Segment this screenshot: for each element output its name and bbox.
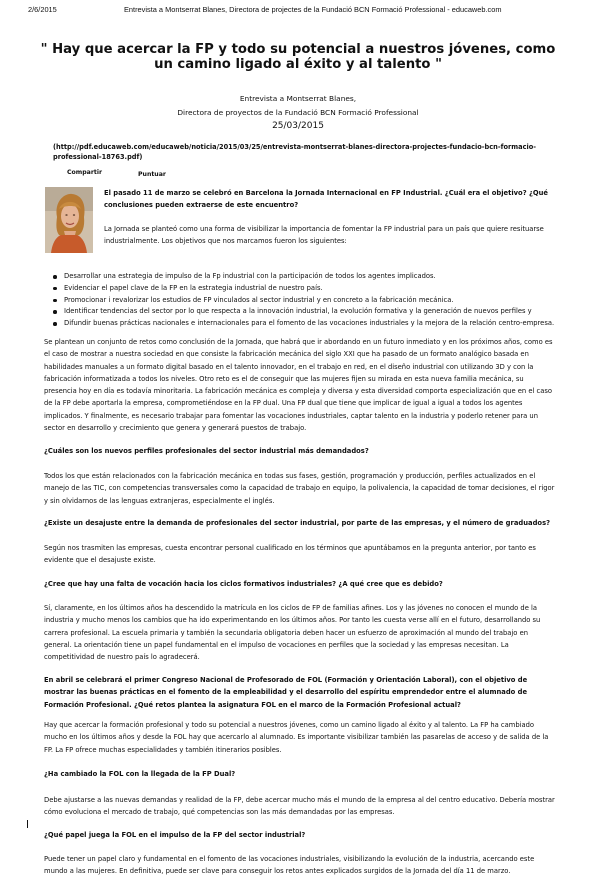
list-item: Promocionar i revalorizar los estudios de FP vinculados al sector industrial y en concreto a la fabricación mecánica. (52, 295, 562, 307)
print-date: 2/6/2015 (28, 5, 57, 14)
answer-2: Todos los que están relacionados con la fabricación mecánica en todas sus fases, gestión, programación y producción, perfiles actualizados en el manejo de las TIC, con competencias transversales como la capacidad de trabajo en equipo, la polivalencia, la capacidad de tomar decisiones, el rigor y sin olvidarnos de las lenguas extranjeras, especialmente el inglés. (44, 472, 555, 505)
answer-7: Puede tener un papel claro y fundamental en el fomento de las vocaciones industriales, visibilizando la evolución de la industria, acercando este mundo a las mujeres. En definitiva, puede ser clave para conseguir los retos antes explicados surgidos de la Jornada del día 11 de marzo. (44, 855, 535, 876)
print-page-title: Entrevista a Montserrat Blanes, Directora de projectes de la Fundació BCN Formació Professional - educaweb.com (124, 5, 502, 14)
article-headline: " Hay que acercar la FP y todo su potencial a nuestros jóvenes, como un camino ligado al éxito y al talento " (40, 42, 556, 72)
question-2: ¿Cuáles son los nuevos perfiles profesionales del sector industrial más demandados? (44, 447, 369, 455)
answer-5: Hay que acercar la formación profesional y todo su potencial a nuestros jóvenes, como un camino ligado al éxito y al talento. La FP ha cambiado mucho en los últimos años y desde la FOL hay que acercarlo al alumnado. Es importante visibilizar también las pasarelas de acceso y de salida de la FP. La FP ofrece muchas especialidades y también itinerarios posibles. (44, 721, 549, 754)
question-6: ¿Ha cambiado la FOL con la llegada de la FP Dual? (44, 770, 236, 778)
list-item: Desarrollar una estrategia de impulso de la Fp industrial con la participación de todos los agentes implicados. (52, 271, 562, 283)
list-item: Evidenciar el papel clave de la FP en la estrategia industrial de nuestro país. (52, 283, 562, 295)
answer-1: La Jornada se planteó como una forma de visibilizar la importancia de fomentar la FP industrial para un país que quiere resituarse industrialmente. Los objetivos que nos marcamos fueron los siguientes: (104, 225, 544, 246)
list-item: Identificar tendencias del sector por lo que respecta a la innovación industrial, la evolución formativa y la generación de nuevos perfiles y (52, 306, 562, 318)
text-cursor (27, 820, 28, 828)
interviewee-photo (45, 187, 93, 253)
question-3: ¿Existe un desajuste entre la demanda de profesionales del sector industrial, por parte de las empresas, y el número de graduados? (44, 519, 550, 527)
question-4: ¿Cree que hay una falta de vocación hacia los ciclos formativos industriales? ¿A qué cree que es debido? (44, 580, 443, 588)
question-1: El pasado 11 de marzo se celebró en Barcelona la Jornada Internacional en FP Industrial. ¿Cuál era el objetivo? ¿Qué conclusiones pueden extraerse de este encuentro? (104, 189, 548, 210)
question-5: En abril se celebrará el primer Congreso Nacional de Profesorado de FOL (Formación y Orientación Laboral), con el objetivo de mostrar las buenas prácticas en el fomento de la empleabilidad y el desarrollo del espíritu emprendedor entre el alumnado de Formación Profesional. ¿Qué retos plantea la asignatura FOL en el marco de la Formación Profesional actual? (44, 676, 528, 709)
answer-1-continued: Se plantean un conjunto de retos como conclusión de la Jornada, que habrá que ir abordando en un futuro inmediato y en los próximos años, como es el caso de mostrar a nuestra sociedad en que consiste la fabricación mecánica del siglo XXI que ha pasado de un formato analógico basada en habilidades manuales a un formato digital basado en el talento innovador, en el trabajo en red, en el diseño industrial con utilizando 3D y con la fabricación informatizada a todos los niveles. Otro reto es el de conseguir que las mujeres fijen su mirada en esta nueva familia mecánica, su presencia hoy en día es todavía minoritaria. La fabricación mecánica es compleja y diversa y esta diversidad comporta especialización que en el caso de la FP debe aportarla la empresa, comprometiéndose en la FP dual. Una FP dual que tiene que implicar de igual a igual a todos los agentes implicados. Y finalmente, es necesario trabajar para fomentar las vocaciones industriales, captar talento en la industria y poderlo retener para un sector en desarrollo y crecimiento que genera y generará puestos de trabajo. (44, 338, 553, 433)
article-date: 25/03/2015 (272, 121, 324, 131)
article-pdf-link[interactable]: (http://pdf.educaweb.com/educaweb/noticia/2015/03/25/entrevista-montserrat-blanes-directora-projectes-fundacio-bcn-formacio-professional-18763.pdf) (53, 143, 537, 161)
answer-4: Sí, claramente, en los últimos años ha descendido la matrícula en los ciclos de FP de familias afines. Los y las jóvenes no conocen el mundo de la industria y mucho menos los cambios que ha ido experimentando en los últimos años. Por tanto les cuesta verse allí en el futuro, desarrollando su carrera profesional. La escuela primaria y también la secundaria obligatoria deben hacer un esfuerzo de aproximación al mundo del trabajo en general. La orientación tiene un papel fundamental en el impulso de vocaciones en perfiles que la sociedad y las empresas necesitan. La competitividad de nuestro país lo agradecerá. (44, 604, 541, 662)
print-header (28, 5, 568, 17)
share-button[interactable]: Compartir (67, 169, 103, 176)
rate-button[interactable]: Puntuar (138, 171, 166, 178)
answer-6: Debe ajustarse a las nuevas demandas y realidad de la FP, debe acercar mucho más el mundo de la empresa al del centro educativo. Debería mostrar cómo evoluciona el mercado de trabajo, qué competencias son las más demandadas por las empresas. (44, 796, 555, 817)
list-item: Difundir buenas prácticas nacionales e internacionales para el fomento de las vocaciones industriales y la mejora de la relación centro-empresa. (52, 318, 562, 330)
objectives-list (52, 271, 562, 330)
answer-3: Según nos trasmiten las empresas, cuesta encontrar personal cualificado en los términos que apuntábamos en la pregunta anterior, por tanto es evidente que el desajuste existe. (44, 544, 536, 565)
question-7: ¿Qué papel juega la FOL en el impulso de la FP del sector industrial? (44, 831, 306, 839)
byline-role: Directora de proyectos de la Fundació BCN Formació Professional (177, 107, 419, 117)
article-byline (60, 92, 536, 119)
byline-interviewee: Entrevista a Montserrat Blanes, (239, 94, 357, 103)
